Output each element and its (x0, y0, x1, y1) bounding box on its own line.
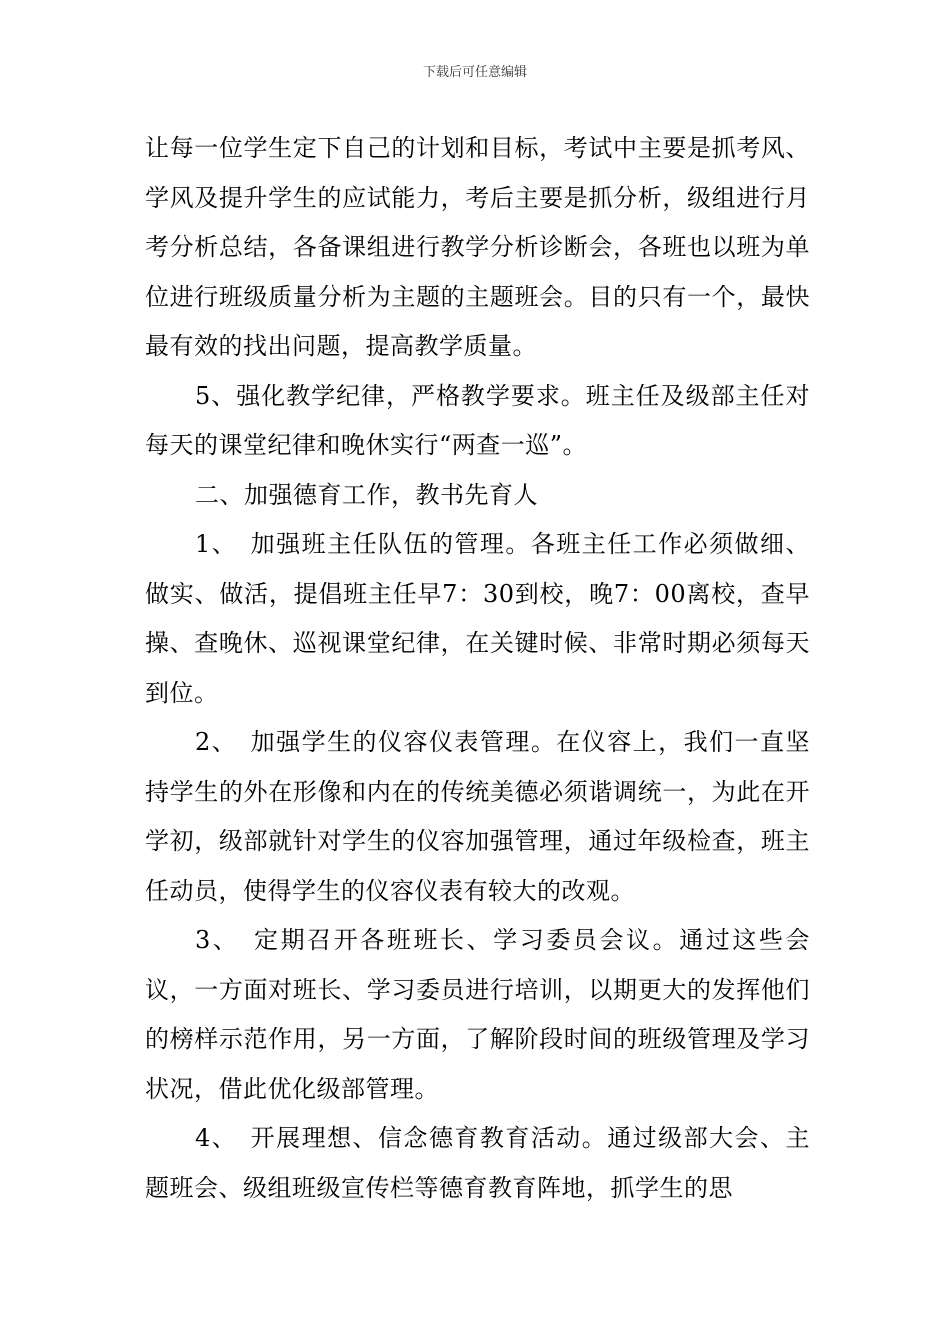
section-heading-moral-education: 二、加强德育工作，教书先育人 (195, 480, 538, 509)
document-body (145, 124, 810, 1213)
paragraph-item-2: 2、 加强学生的仪容仪表管理。在仪容上，我们一直坚持学生的外在形像和内在的传统美德必须谐调统一，为此在开学初，级部就针对学生的仪容加强管理，通过年级检查，班主任动员，使得学生的仪容仪表有较大的改观。 (145, 728, 810, 905)
paragraph-item-5: 5、强化教学纪律，严格教学要求。班主任及级部主任对每天的课堂纪律和晚休实行“两查一巡”。 (145, 381, 810, 459)
paragraph-item-3: 3、 定期召开各班班长、学习委员会议。通过这些会议，一方面对班长、学习委员进行培训，以期更大的发挥他们的榜样示范作用，另一方面，了解阶段时间的班级管理及学习状况，借此优化级部管理。 (145, 926, 810, 1103)
page-header: 下载后可任意编辑 (422, 65, 527, 80)
paragraph-item-1: 1、 加强班主任队伍的管理。各班主任工作必须做细、做实、做活，提倡班主任早7：30到校，晚7：00离校，查早操、查晚休、巡视课堂纪律，在关键时候、非常时期必须每天到位。 (145, 530, 810, 707)
paragraph-continuation: 让每一位学生定下自己的计划和目标，考试中主要是抓考风、学风及提升学生的应试能力，考后主要是抓分析，级组进行月考分析总结，各备课组进行教学分析诊断会，各班也以班为单位进行班级质量分析为主题的主题班会。目的只有一个，最快最有效的找出问题，提高教学质量。 (145, 134, 810, 360)
paragraph-item-4: 4、 开展理想、信念德育教育活动。通过级部大会、主题班会、级组班级宣传栏等德育教育阵地，抓学生的思 (145, 1124, 810, 1202)
